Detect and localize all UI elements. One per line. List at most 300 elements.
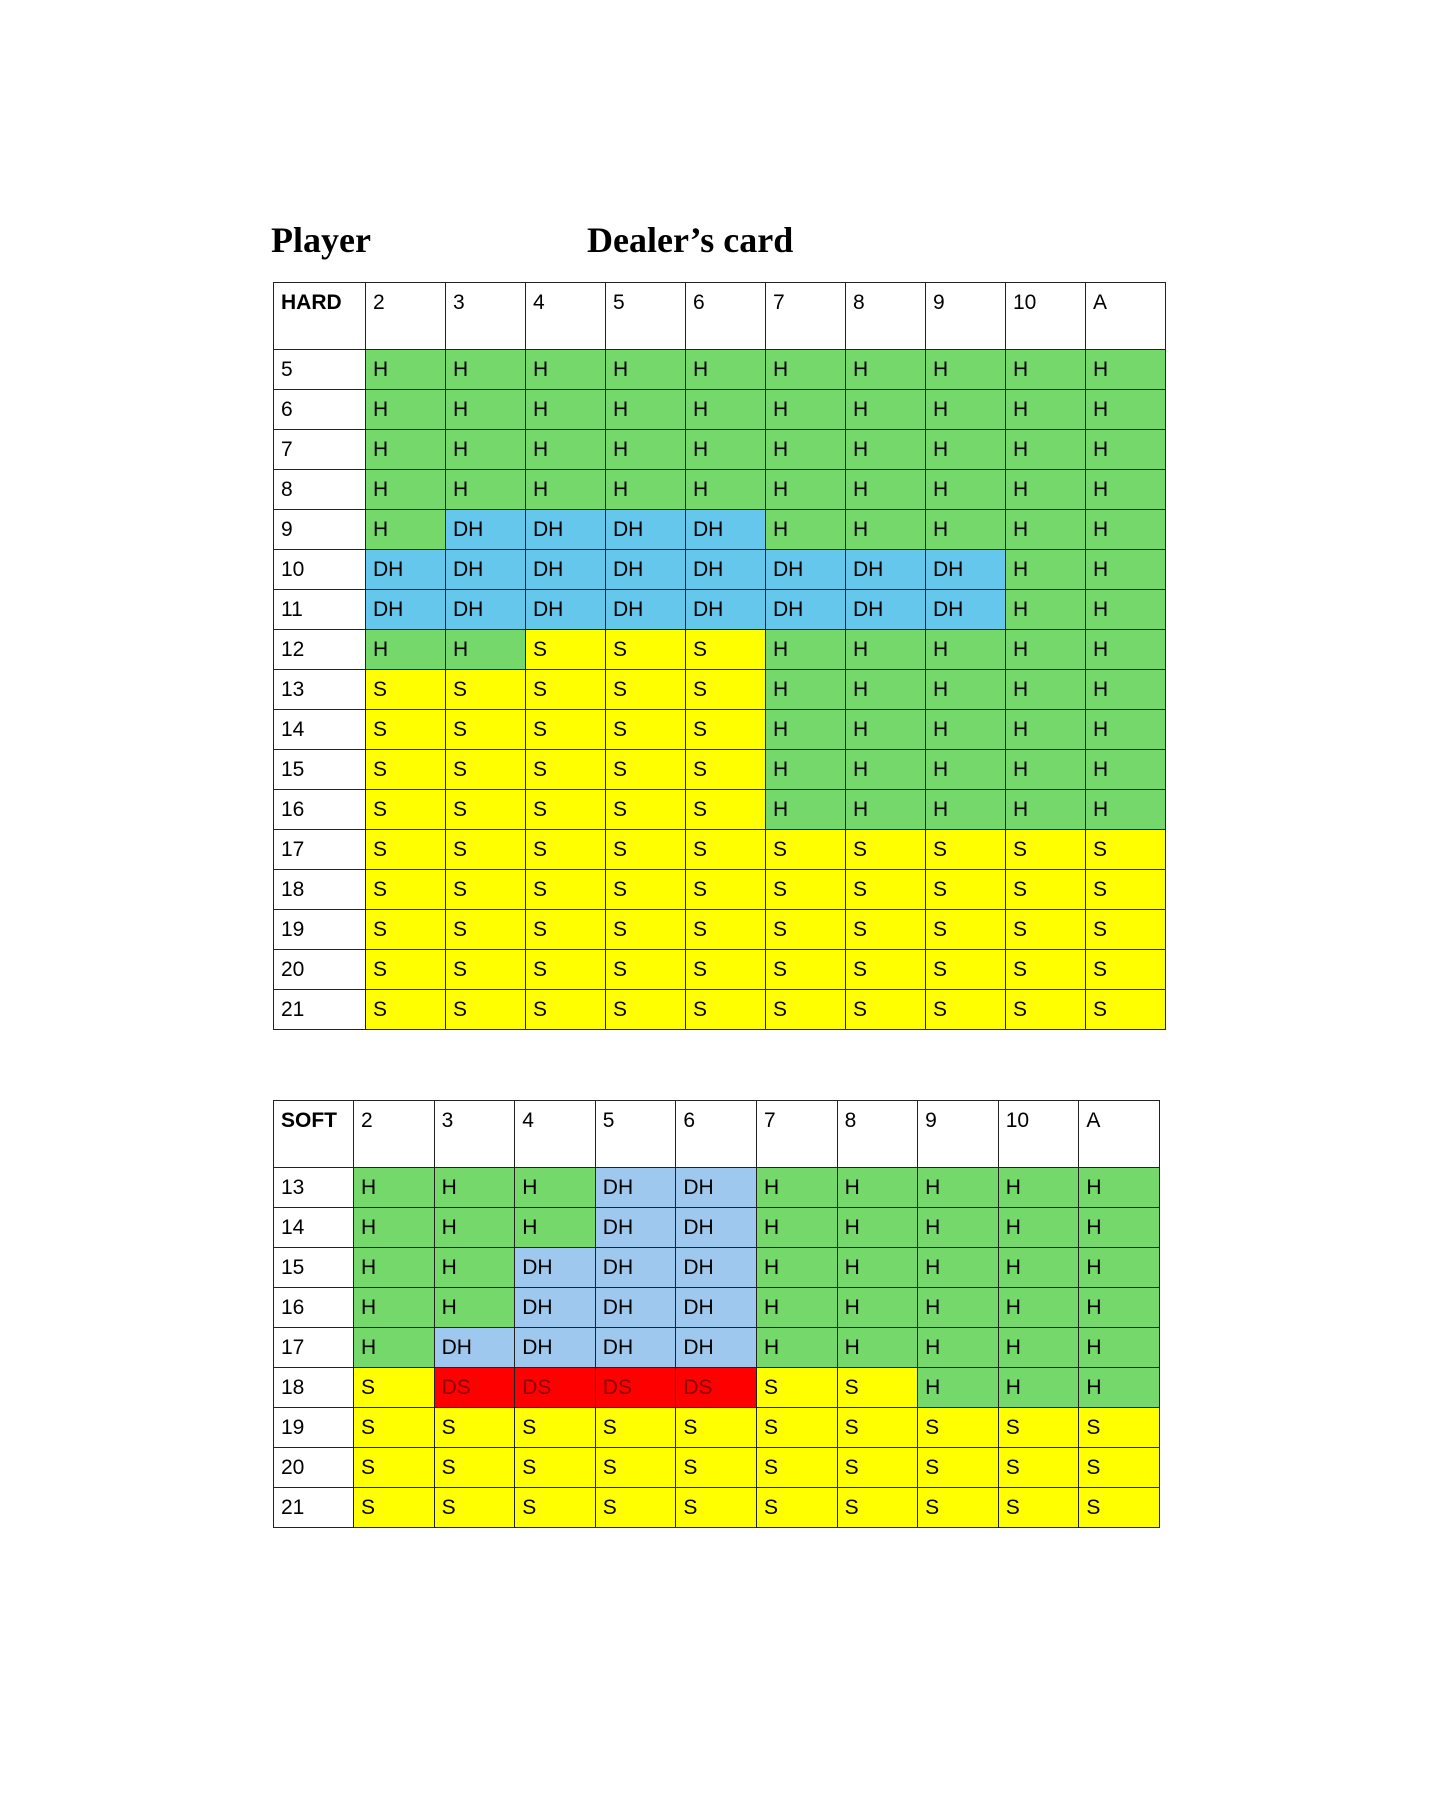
action-cell: DS (434, 1368, 515, 1408)
action-cell: S (846, 910, 926, 950)
action-cell: DH (846, 590, 926, 630)
action-cell: H (926, 470, 1006, 510)
dealer-card-heading: Dealer’s card (587, 220, 794, 260)
action-cell: S (366, 670, 446, 710)
action-cell: S (606, 790, 686, 830)
action-cell: H (354, 1248, 435, 1288)
action-cell: S (1086, 950, 1166, 990)
action-cell: H (686, 390, 766, 430)
action-cell: DH (686, 550, 766, 590)
soft-header-row (274, 1101, 1160, 1168)
action-cell: H (926, 750, 1006, 790)
action-cell: H (606, 470, 686, 510)
action-cell: H (926, 670, 1006, 710)
action-cell: S (526, 870, 606, 910)
action-cell: H (366, 350, 446, 390)
action-cell: S (686, 910, 766, 950)
action-cell: DH (595, 1168, 676, 1208)
action-cell: H (918, 1288, 999, 1328)
action-cell: S (918, 1488, 999, 1528)
action-cell: S (526, 790, 606, 830)
action-cell: H (526, 390, 606, 430)
player-total: 14 (274, 1208, 354, 1248)
action-cell: DH (606, 550, 686, 590)
action-cell: H (998, 1368, 1079, 1408)
action-cell: H (446, 470, 526, 510)
action-cell: S (606, 910, 686, 950)
action-cell: S (1006, 950, 1086, 990)
action-cell: S (606, 750, 686, 790)
table-row (274, 1328, 1160, 1368)
action-cell: S (1079, 1448, 1160, 1488)
action-cell: S (446, 710, 526, 750)
action-cell: S (676, 1488, 757, 1528)
table-row (274, 670, 1166, 710)
dealer-card-header: 5 (606, 283, 686, 350)
action-cell: H (366, 470, 446, 510)
action-cell: S (686, 630, 766, 670)
action-cell: H (918, 1328, 999, 1368)
table-row (274, 1368, 1160, 1408)
table-row (274, 1408, 1160, 1448)
action-cell: H (756, 1248, 837, 1288)
action-cell: S (846, 950, 926, 990)
action-cell: H (918, 1368, 999, 1408)
action-cell: DH (926, 550, 1006, 590)
action-cell: S (366, 830, 446, 870)
action-cell: DS (595, 1368, 676, 1408)
action-cell: S (837, 1408, 918, 1448)
action-cell: H (846, 630, 926, 670)
action-cell: DH (526, 510, 606, 550)
action-cell: H (354, 1168, 435, 1208)
action-cell: DH (846, 550, 926, 590)
action-cell: H (1086, 710, 1166, 750)
action-cell: S (686, 750, 766, 790)
action-cell: H (526, 470, 606, 510)
action-cell: S (686, 830, 766, 870)
action-cell: S (1006, 990, 1086, 1030)
action-cell: DH (366, 590, 446, 630)
hard-header-row (274, 283, 1166, 350)
action-cell: DH (446, 590, 526, 630)
action-cell: S (676, 1408, 757, 1448)
action-cell: S (1086, 830, 1166, 870)
action-cell: S (918, 1448, 999, 1488)
action-cell: H (837, 1208, 918, 1248)
action-cell: H (766, 750, 846, 790)
player-total: 14 (274, 710, 366, 750)
action-cell: DH (606, 510, 686, 550)
table-row (274, 1248, 1160, 1288)
table-row (274, 950, 1166, 990)
player-total: 18 (274, 870, 366, 910)
action-cell: H (846, 510, 926, 550)
action-cell: S (354, 1408, 435, 1448)
action-cell: S (998, 1448, 1079, 1488)
action-cell: H (926, 790, 1006, 830)
action-cell: S (756, 1368, 837, 1408)
action-cell: DH (926, 590, 1006, 630)
dealer-card-header: 4 (515, 1101, 596, 1168)
action-cell: H (1086, 390, 1166, 430)
action-cell: H (434, 1208, 515, 1248)
table-row (274, 1448, 1160, 1488)
action-cell: H (515, 1208, 596, 1248)
action-cell: H (606, 350, 686, 390)
action-cell: H (1086, 550, 1166, 590)
action-cell: S (918, 1408, 999, 1448)
action-cell: H (354, 1288, 435, 1328)
action-cell: S (686, 710, 766, 750)
dealer-card-header: 6 (686, 283, 766, 350)
dealer-card-header: 7 (766, 283, 846, 350)
action-cell: S (686, 950, 766, 990)
action-cell: DH (676, 1208, 757, 1248)
action-cell: S (926, 830, 1006, 870)
action-cell: S (595, 1488, 676, 1528)
action-cell: H (926, 710, 1006, 750)
action-cell: H (846, 790, 926, 830)
dealer-card-header: A (1079, 1101, 1160, 1168)
action-cell: S (434, 1448, 515, 1488)
action-cell: H (1086, 670, 1166, 710)
action-cell: S (846, 830, 926, 870)
dealer-card-header: 2 (354, 1101, 435, 1168)
player-total: 19 (274, 910, 366, 950)
action-cell: H (1006, 710, 1086, 750)
action-cell: S (926, 870, 1006, 910)
action-cell: H (1006, 670, 1086, 710)
action-cell: H (766, 790, 846, 830)
action-cell: S (446, 750, 526, 790)
action-cell: H (766, 350, 846, 390)
player-total: 17 (274, 830, 366, 870)
table-row (274, 1208, 1160, 1248)
action-cell: S (606, 670, 686, 710)
action-cell: H (1006, 430, 1086, 470)
action-cell: S (515, 1488, 596, 1528)
action-cell: DH (686, 510, 766, 550)
table-row (274, 990, 1166, 1030)
action-cell: H (918, 1168, 999, 1208)
action-cell: S (837, 1448, 918, 1488)
action-cell: S (606, 630, 686, 670)
action-cell: H (918, 1208, 999, 1248)
player-total: 16 (274, 1288, 354, 1328)
action-cell: S (1086, 870, 1166, 910)
action-cell: S (434, 1408, 515, 1448)
player-total: 20 (274, 950, 366, 990)
action-cell: S (686, 790, 766, 830)
action-cell: S (998, 1488, 1079, 1528)
dealer-card-header: 9 (926, 283, 1006, 350)
action-cell: DH (446, 510, 526, 550)
action-cell: S (926, 950, 1006, 990)
dealer-card-header: 4 (526, 283, 606, 350)
player-total: 8 (274, 470, 366, 510)
action-cell: DH (434, 1328, 515, 1368)
action-cell: S (756, 1448, 837, 1488)
table-row (274, 750, 1166, 790)
action-cell: DH (595, 1248, 676, 1288)
action-cell: H (756, 1168, 837, 1208)
action-cell: H (366, 510, 446, 550)
action-cell: S (366, 710, 446, 750)
action-cell: H (837, 1288, 918, 1328)
action-cell: S (1086, 910, 1166, 950)
action-cell: S (446, 990, 526, 1030)
action-cell: S (526, 630, 606, 670)
soft-totals-table (273, 1100, 1160, 1528)
action-cell: H (354, 1208, 435, 1248)
action-cell: H (446, 430, 526, 470)
action-cell: S (766, 910, 846, 950)
player-total: 12 (274, 630, 366, 670)
action-cell: H (1006, 510, 1086, 550)
action-cell: S (1079, 1408, 1160, 1448)
action-cell: S (526, 830, 606, 870)
action-cell: S (926, 990, 1006, 1030)
action-cell: H (1086, 790, 1166, 830)
player-total: 21 (274, 990, 366, 1030)
action-cell: H (846, 390, 926, 430)
action-cell: S (846, 870, 926, 910)
action-cell: H (998, 1288, 1079, 1328)
dealer-card-header: 3 (434, 1101, 515, 1168)
table-row (274, 430, 1166, 470)
action-cell: S (526, 710, 606, 750)
action-cell: H (366, 630, 446, 670)
action-cell: H (756, 1208, 837, 1248)
dealer-card-header: 10 (998, 1101, 1079, 1168)
action-cell: S (606, 710, 686, 750)
action-cell: S (446, 790, 526, 830)
dealer-card-header: 5 (595, 1101, 676, 1168)
action-cell: DH (595, 1288, 676, 1328)
action-cell: H (686, 430, 766, 470)
action-cell: S (366, 910, 446, 950)
action-cell: S (837, 1368, 918, 1408)
dealer-card-header: 7 (756, 1101, 837, 1168)
action-cell: H (1079, 1168, 1160, 1208)
action-cell: S (526, 910, 606, 950)
action-cell: S (846, 990, 926, 1030)
table-row (274, 910, 1166, 950)
action-cell: H (686, 470, 766, 510)
action-cell: H (1079, 1328, 1160, 1368)
player-total: 15 (274, 1248, 354, 1288)
action-cell: S (766, 990, 846, 1030)
action-cell: DH (515, 1248, 596, 1288)
action-cell: H (366, 430, 446, 470)
table-row (274, 390, 1166, 430)
action-cell: S (606, 870, 686, 910)
action-cell: S (1006, 830, 1086, 870)
action-cell: S (766, 950, 846, 990)
player-total: 13 (274, 1168, 354, 1208)
dealer-card-header: 8 (846, 283, 926, 350)
action-cell: DH (676, 1288, 757, 1328)
action-cell: S (526, 750, 606, 790)
action-cell: H (1079, 1208, 1160, 1248)
player-total: 20 (274, 1448, 354, 1488)
action-cell: H (1086, 510, 1166, 550)
action-cell: H (1006, 350, 1086, 390)
table-row (274, 870, 1166, 910)
action-cell: H (1086, 750, 1166, 790)
action-cell: H (846, 710, 926, 750)
action-cell: H (846, 350, 926, 390)
action-cell: S (446, 830, 526, 870)
hard-label: HARD (274, 283, 366, 350)
table-row (274, 830, 1166, 870)
hard-totals-table (273, 282, 1166, 1030)
action-cell: H (366, 390, 446, 430)
action-cell: DH (526, 550, 606, 590)
action-cell: DH (676, 1328, 757, 1368)
action-cell: S (366, 950, 446, 990)
action-cell: H (846, 470, 926, 510)
action-cell: S (606, 950, 686, 990)
action-cell: H (1086, 350, 1166, 390)
action-cell: H (766, 430, 846, 470)
action-cell: S (354, 1488, 435, 1528)
action-cell: S (446, 950, 526, 990)
action-cell: DH (686, 590, 766, 630)
action-cell: S (366, 750, 446, 790)
action-cell: H (515, 1168, 596, 1208)
action-cell: H (766, 470, 846, 510)
player-total: 15 (274, 750, 366, 790)
action-cell: S (595, 1448, 676, 1488)
action-cell: S (366, 990, 446, 1030)
table-row (274, 1288, 1160, 1328)
action-cell: S (756, 1488, 837, 1528)
action-cell: H (766, 630, 846, 670)
action-cell: H (846, 430, 926, 470)
player-total: 10 (274, 550, 366, 590)
action-cell: DH (595, 1208, 676, 1248)
action-cell: H (756, 1288, 837, 1328)
action-cell: H (1006, 550, 1086, 590)
table-row (274, 590, 1166, 630)
action-cell: H (837, 1168, 918, 1208)
action-cell: DH (446, 550, 526, 590)
action-cell: H (434, 1248, 515, 1288)
action-cell: H (766, 670, 846, 710)
dealer-card-header: 3 (446, 283, 526, 350)
player-total: 18 (274, 1368, 354, 1408)
action-cell: H (998, 1168, 1079, 1208)
action-cell: S (676, 1448, 757, 1488)
dealer-card-header: 9 (918, 1101, 999, 1168)
action-cell: H (766, 510, 846, 550)
action-cell: S (595, 1408, 676, 1448)
player-total: 6 (274, 390, 366, 430)
action-cell: H (1006, 750, 1086, 790)
action-cell: H (1006, 470, 1086, 510)
table-row (274, 1168, 1160, 1208)
action-cell: H (446, 350, 526, 390)
player-total: 9 (274, 510, 366, 550)
action-cell: H (846, 750, 926, 790)
player-total: 13 (274, 670, 366, 710)
action-cell: H (998, 1248, 1079, 1288)
action-cell: S (1086, 990, 1166, 1030)
table-row (274, 710, 1166, 750)
action-cell: DH (515, 1288, 596, 1328)
action-cell: S (756, 1408, 837, 1448)
action-cell: H (354, 1328, 435, 1368)
action-cell: H (1086, 430, 1166, 470)
action-cell: DH (515, 1328, 596, 1368)
action-cell: S (526, 950, 606, 990)
action-cell: DH (595, 1328, 676, 1368)
action-cell: S (366, 790, 446, 830)
action-cell: H (918, 1248, 999, 1288)
action-cell: S (766, 830, 846, 870)
action-cell: S (526, 990, 606, 1030)
action-cell: S (434, 1488, 515, 1528)
action-cell: H (756, 1328, 837, 1368)
action-cell: H (766, 710, 846, 750)
action-cell: S (686, 870, 766, 910)
dealer-card-header: A (1086, 283, 1166, 350)
action-cell: H (926, 430, 1006, 470)
player-total: 21 (274, 1488, 354, 1528)
action-cell: S (354, 1448, 435, 1488)
action-cell: H (1006, 630, 1086, 670)
dealer-card-header: 2 (366, 283, 446, 350)
table-row (274, 630, 1166, 670)
action-cell: H (1006, 590, 1086, 630)
action-cell: DH (676, 1248, 757, 1288)
soft-label: SOFT (274, 1101, 354, 1168)
action-cell: H (846, 670, 926, 710)
action-cell: H (446, 630, 526, 670)
action-cell: S (446, 870, 526, 910)
action-cell: H (526, 430, 606, 470)
action-cell: H (1006, 790, 1086, 830)
action-cell: S (526, 670, 606, 710)
action-cell: H (1079, 1288, 1160, 1328)
action-cell: S (446, 910, 526, 950)
action-cell: DS (676, 1368, 757, 1408)
table-row (274, 350, 1166, 390)
action-cell: H (998, 1328, 1079, 1368)
action-cell: S (354, 1368, 435, 1408)
action-cell: DH (606, 590, 686, 630)
action-cell: DH (766, 590, 846, 630)
action-cell: H (837, 1248, 918, 1288)
action-cell: S (926, 910, 1006, 950)
dealer-card-header: 6 (676, 1101, 757, 1168)
action-cell: H (1079, 1368, 1160, 1408)
dealer-card-header: 10 (1006, 283, 1086, 350)
table-row (274, 550, 1166, 590)
action-cell: DH (676, 1168, 757, 1208)
action-cell: H (926, 510, 1006, 550)
table-row (274, 790, 1166, 830)
action-cell: S (446, 670, 526, 710)
action-cell: S (1079, 1488, 1160, 1528)
action-cell: H (1086, 630, 1166, 670)
action-cell: S (766, 870, 846, 910)
player-total: 7 (274, 430, 366, 470)
action-cell: S (366, 870, 446, 910)
action-cell: H (926, 350, 1006, 390)
